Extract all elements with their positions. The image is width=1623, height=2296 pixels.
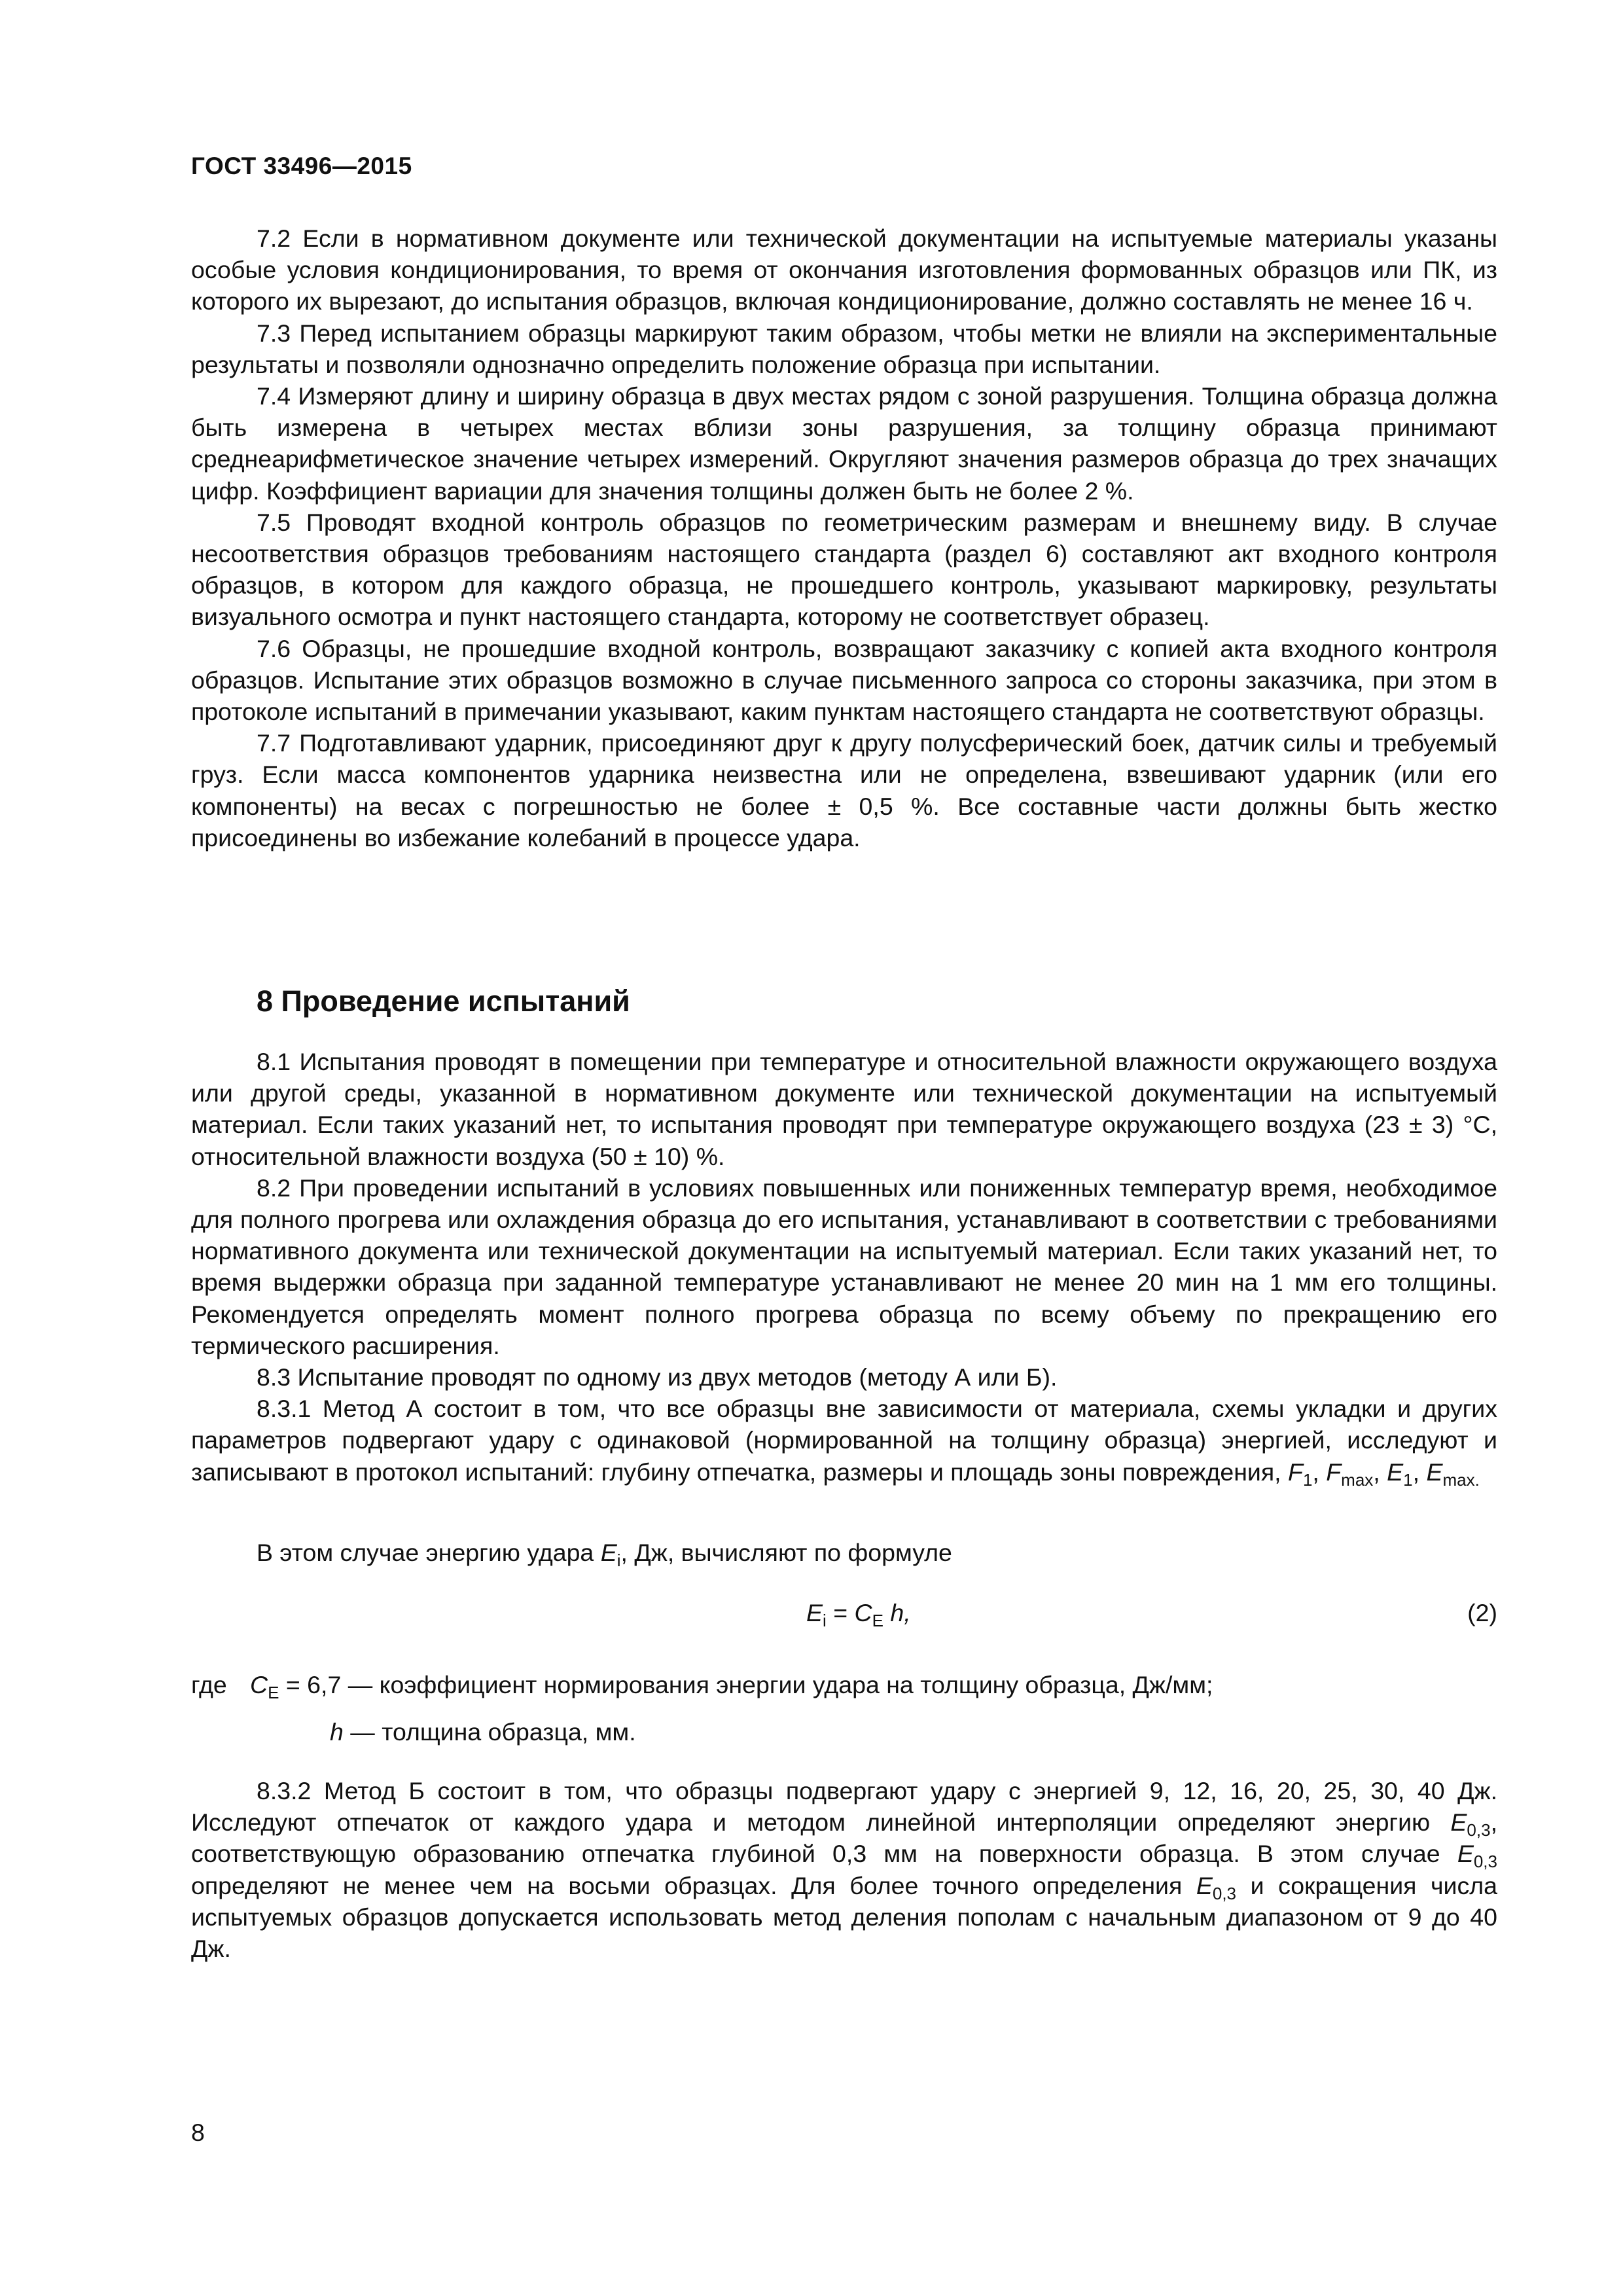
section-8-body [191,1046,1497,1488]
paragraph-8-3-1: 8.3.1 Метод А состоит в том, что все образцы вне зависимости от материала, схемы укладки и других параметров подвергают удару с одинаковой (нормированной на толщину образца) энергией, исследуют и записывают в протокол испытаний: глубину отпечатка, размеры и площадь зоны повреждения, $F_1$, $F_{max}$, $E_1$, $E_{max.}$ [191,1395,1497,1490]
var-f1: F [1288,1458,1303,1486]
e03-var-2: E [1457,1840,1474,1868]
formula-intro-sub: i [616,1551,621,1570]
formula-intro-var: E [600,1539,617,1566]
paragraph-7-6: 7.6 Образцы, не прошедшие входной контроль, возвращают заказчику с копией акта входного контроля образцов. Испытание этих образцов возможно в случае письменного запроса со стороны заказчика, при этом в протоколе испытаний в примечании указывают, каким пунктам настоящего стандарта не соответствуют образцы. [191,634,1497,726]
section-8-heading: 8 Проведение испытаний [257,984,630,1018]
e03-sub-3: 0,3 [1212,1883,1237,1903]
paragraph-8-3: 8.3 Испытание проводят по одному из двух методов (методу А или Б). [257,1363,1058,1391]
legend-h-desc: — толщина образца, мм. [343,1718,636,1746]
p832-part-c: определяют не менее чем на восьми образцах. Для более точного определения [191,1871,1196,1899]
legend-ce-sub: E [268,1683,279,1702]
var-emax-sub: max. [1442,1469,1480,1490]
var-e1-sub: 1 [1403,1469,1413,1490]
document-code-header: ГОСТ 33496—2015 [191,152,412,179]
formula-intro-after: , Дж, вычисляют по формуле [620,1539,952,1566]
paragraph-7-3: 7.3 Перед испытанием образцы маркируют таким образом, чтобы метки не влияли на экспериментальные результаты и позволяли однозначно определить положение образца при испытании. [191,319,1497,378]
formula-intro [257,1537,952,1568]
p832-part-a: 8.3.2 Метод Б состоит в том, что образцы подвергают удару с энергией 9, 12, 16, 20, 25, 30, 40 Дж. Исследуют отпечаток от каждого удара и методом линейной интерполяции определяют энергию [191,1777,1497,1837]
var-fmax-sub: max [1341,1469,1374,1490]
var-fmax: F [1326,1458,1342,1486]
legend-h-var: h [330,1718,344,1746]
paragraph-8-1: 8.1 Испытания проводят в помещении при температуре и относительной влажности окружающего воздуха или другой среды, указанной в нормативном документе или технической документации на испытуемый материал. Если таких указаний нет, то испытания проводят при температуре окружающего воздуха (23 ± 3) °С, относительной влажности воздуха (50 ± 10) %. [191,1048,1497,1170]
formula-intro-before: В этом случае энергию удара [257,1539,601,1566]
formula-lhs-sub: i [823,1611,827,1630]
formula-equals: = [826,1599,855,1626]
var-emax: E [1426,1458,1443,1486]
p832-part-d: и сокращения числа испытуемых образцов допускается использовать метод деления пополам с начальным диапазоном от 9 до 40 Дж. [191,1871,1497,1963]
legend-ce-var: C [250,1671,268,1698]
legend-ce-desc: = 6,7 — коэффициент нормирования энергии удара на толщину образца, Дж/мм; [279,1671,1213,1698]
paragraph-8-2: 8.2 При проведении испытаний в условиях повышенных или пониженных температур время, необходимое для полного прогрева или охлаждения образца до его испытания, устанавливают в соответствии с требованиями нормативного документа или технической документации на испытуемый материал. Если таких указаний нет, то время выдержки образца при заданной температуре устанавливают не менее 20 мин на 1 мм его толщины. Рекомендуется определять момент полного прогрева образца по всему объему по прекращению его термического расширения. [191,1174,1497,1359]
formula-lhs: E [806,1599,823,1626]
p832-part-b: , соответствующую образованию отпечатка глубиной 0,3 мм на поверхности образца. В этом случае [191,1808,1497,1868]
formula-number: (2) [1467,1599,1497,1626]
formula-2 [806,1597,911,1628]
e03-var-3: E [1196,1871,1213,1899]
section-8-3-2-body [191,1775,1497,1964]
formula-h: h, [883,1599,911,1626]
paragraph-8-3-1-text: 8.3.1 Метод А состоит в том, что все образцы вне зависимости от материала, схемы укладки и других параметров подвергают удару с одинаковой (нормированной на толщину образца) энергией, исследуют и записывают в протокол испытаний: глубину отпечатка, размеры и площадь зоны повреждения, [191,1395,1497,1486]
paragraph-7-2: 7.2 Если в нормативном документе или технической документации на испытуемые материалы указаны особые условия кондиционирования, то время от окончания изготовления формованных образцов или ПК, из которого их вырезают, до испытания образцов, включая кондиционирование, должно составлять не менее 16 ч. [191,224,1497,315]
paragraph-7-4: 7.4 Измеряют длину и ширину образца в двух местах рядом с зоной разрушения. Толщина образца должна быть измерена в четырех местах вблизи зоны разрушения, за толщину образца принимают среднеарифметическое значение четырех измерений. Округляют значения размеров образца до трех значащих цифр. Коэффициент вариации для значения толщины должен быть не более 2 %. [191,382,1497,505]
e03-var-1: E [1450,1808,1467,1837]
var-e1: E [1387,1458,1404,1486]
var-f1-sub: 1 [1302,1469,1313,1490]
e03-sub-2: 0,3 [1473,1852,1497,1872]
formula-c-sub: E [872,1611,883,1630]
e03-sub-1: 0,3 [1467,1820,1491,1840]
legend-h-symbol [330,1716,636,1748]
page-number: 8 [191,2119,205,2146]
paragraph-7-7: 7.7 Подготавливают ударник, присоединяют друг к другу полусферический боек, датчик силы и требуемый груз. Если масса компонентов ударника неизвестна или не определена, взвешивают ударник (или его компоненты) на весах с погрешностью не более ± 0,5 %. Все составные части должны быть жестко присоединены во избежание колебаний в процессе удара. [191,729,1497,852]
formula-c: C [854,1599,872,1626]
legend-ce-symbol [250,1669,1213,1700]
paragraph-8-3-2 [191,1775,1497,1964]
paragraph-7-5: 7.5 Проводят входной контроль образцов по геометрическим размерам и внешнему виду. В случае несоответствия образцов требованиям настоящего стандарта (раздел 6) составляют акт входного контроля образцов, в котором для каждого образца, не прошедшего контроль, указывают маркировку, результаты визуального осмотра и пункт настоящего стандарта, которому не соответствует образец. [191,508,1497,631]
legend-where-label: где [191,1671,227,1698]
section-7-body [191,223,1497,853]
